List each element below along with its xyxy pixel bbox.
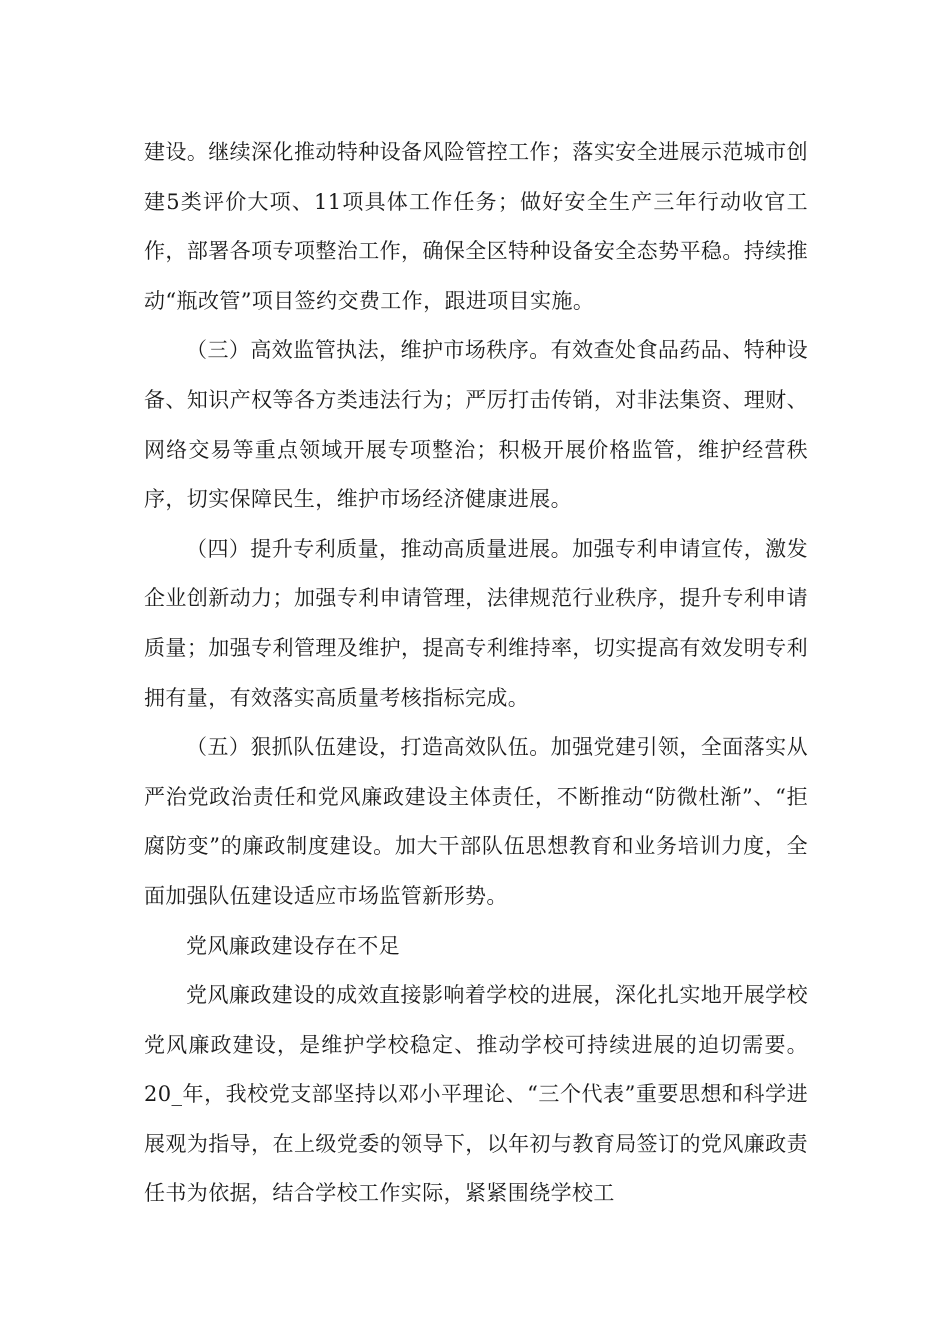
paragraph-5: 党风廉政建设的成效直接影响着学校的进展，深化扎实地开展学校党风廉政建设，是维护学校稳定、推动学校可持续进展的迫切需要。20_年，我校党支部坚持以邓小平理论、“三个代表”重要思想和科学进展观为指导，在上级党委的领导下，以年初与教育局签订的党风廉政责任书为依据，结合学校工作实际，紧紧围绕学校工 bbox=[144, 983, 808, 1206]
paragraph-1: 建设。继续深化推动特种设备风险管控工作；落实安全进展示范城市创建5类评价大项、11项具体工作任务；做好安全生产三年行动收官工作，部署各项专项整治工作，确保全区特种设备安全态势平稳。持续推动“瓶改管”项目签约交费工作，跟进项目实施。 bbox=[144, 140, 808, 313]
document-body bbox=[144, 128, 808, 1219]
section-heading: 党风廉政建设存在不足 bbox=[186, 933, 400, 958]
paragraph-2: （三）高效监管执法，维护市场秩序。有效查处食品药品、特种设备、知识产权等各方类违法行为；严厉打击传销，对非法集资、理财、网络交易等重点领域开展专项整治；积极开展价格监管，维护经营秩序，切实保障民生，维护市场经济健康进展。 bbox=[144, 338, 808, 512]
paragraph-3: （四）提升专利质量，推动高质量进展。加强专利申请宣传，激发企业创新动力；加强专利申请管理，法律规范行业秩序，提升专利申请质量；加强专利管理及维护，提高专利维持率，切实提高有效发明专利拥有量，有效落实高质量考核指标完成。 bbox=[144, 536, 808, 710]
paragraph-4: （五）狠抓队伍建设，打造高效队伍。加强党建引领，全面落实从严治党政治责任和党风廉政建设主体责任，不断推动“防微杜渐”、“拒腐防变”的廉政制度建设。加大干部队伍思想教育和业务培训力度，全面加强队伍建设适应市场监管新形势。 bbox=[144, 735, 808, 908]
